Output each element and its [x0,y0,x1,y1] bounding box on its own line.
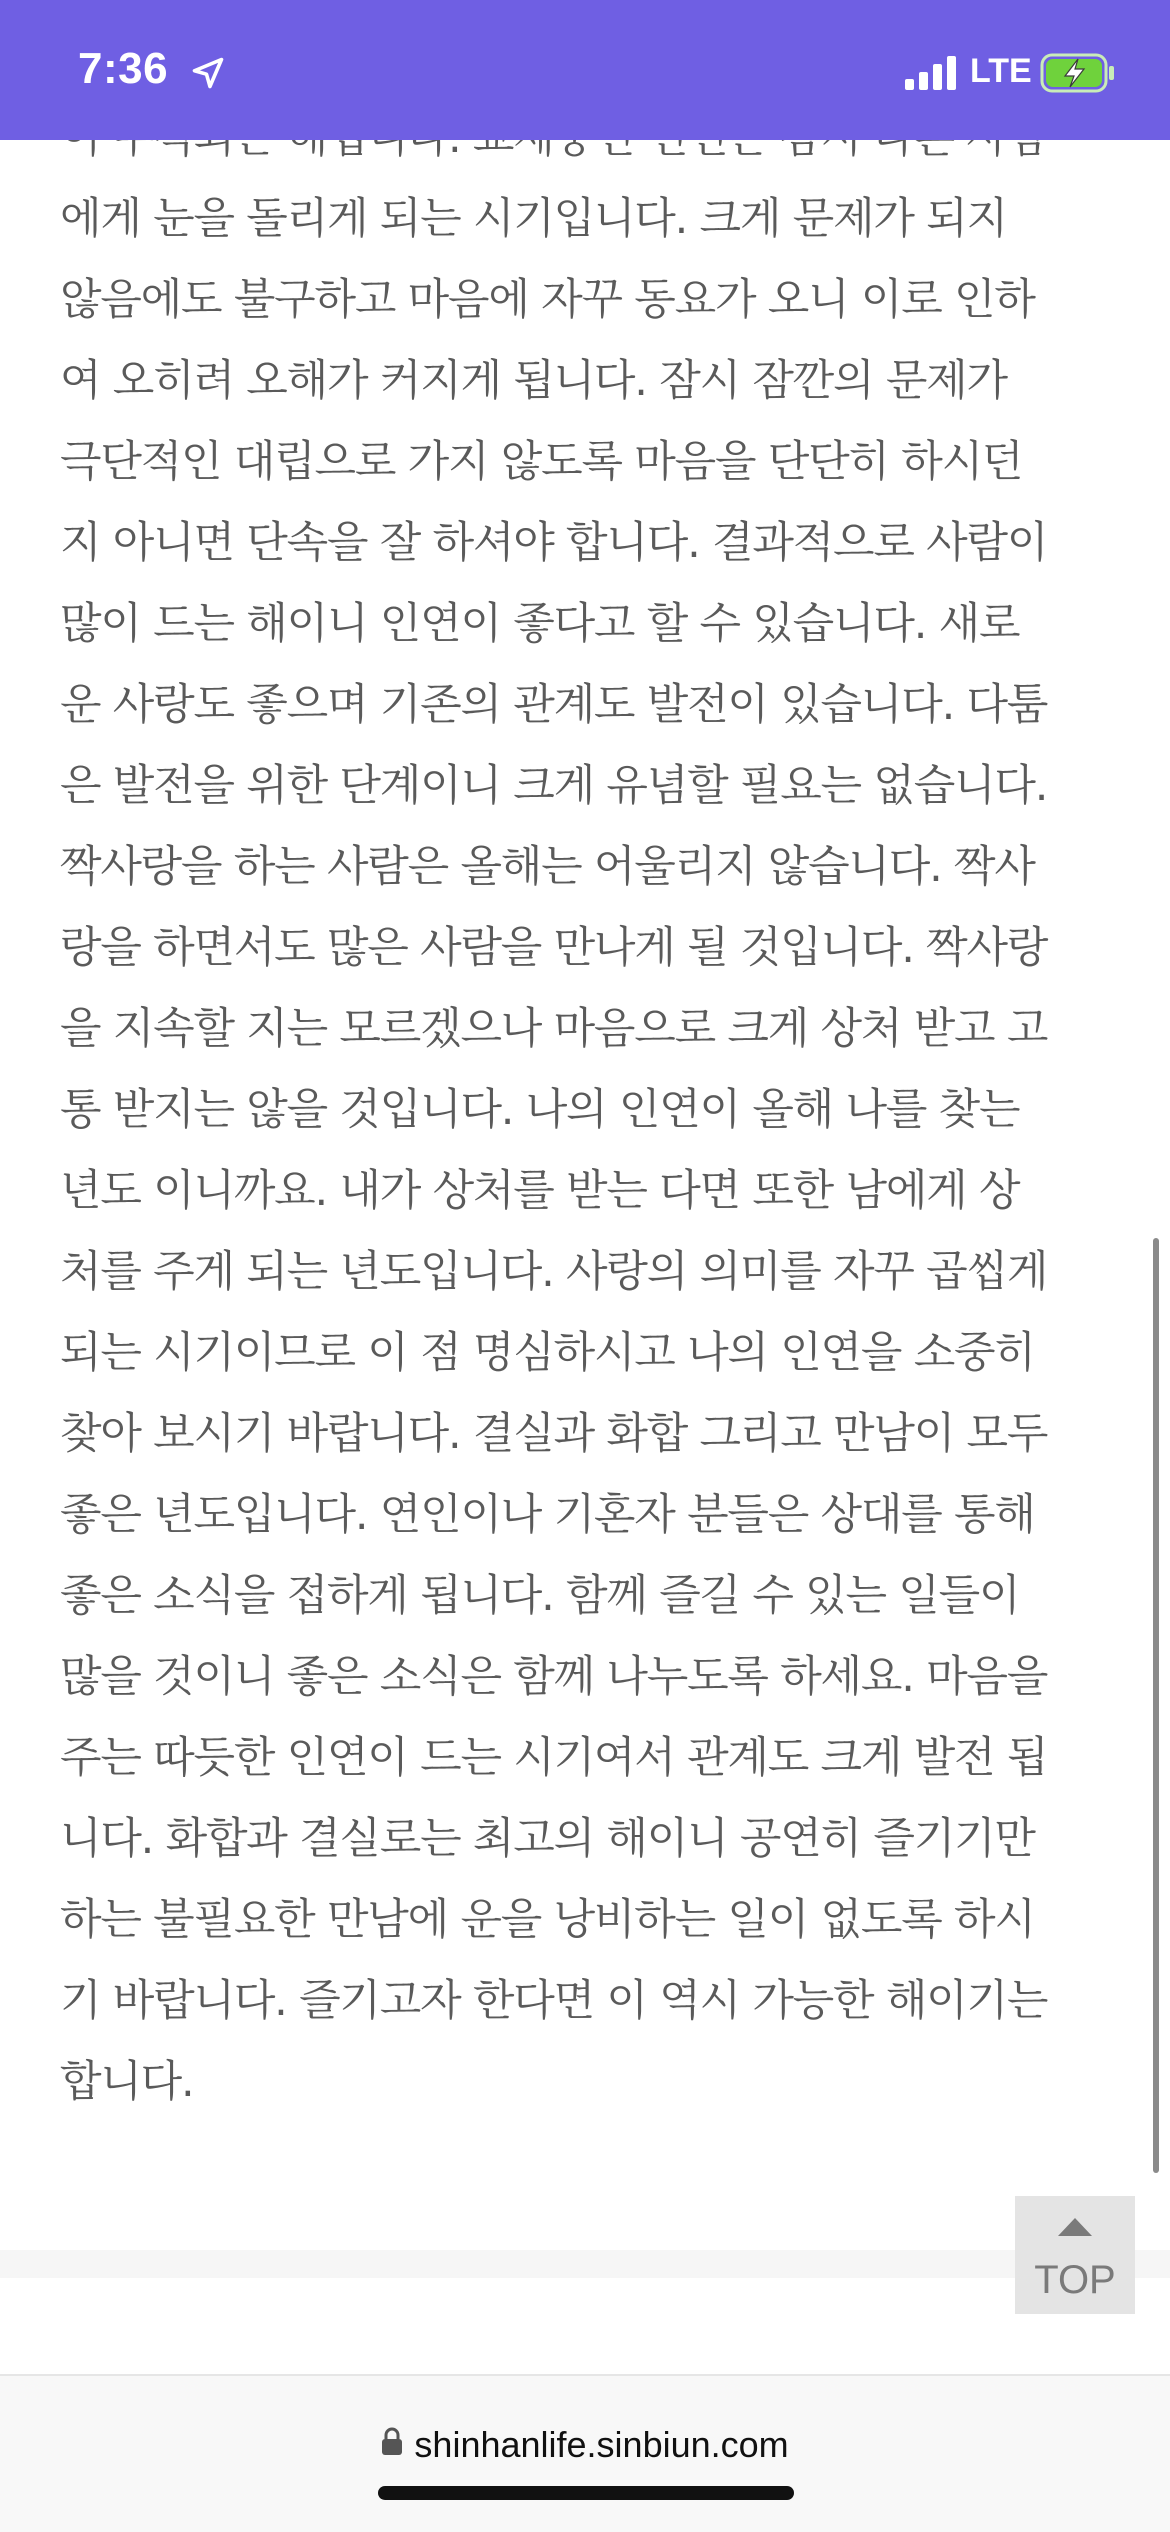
article-line: 에게 눈을 돌리게 되는 시기입니다. 크게 문제가 되지 [60,194,1007,244]
network-type: LTE [970,52,1032,90]
article-line: 기 바랍니다. 즐기고자 한다면 이 역시 가능한 해이기는 [60,1976,1048,2026]
article-line: 많을 것이니 좋은 소식은 함께 나누도록 하세요. 마음을 [60,1652,1048,1702]
article-line: 처를 주게 되는 년도입니다. 사랑의 의미를 자꾸 곱씹게 [60,1247,1048,1297]
article-line: 합니다. [60,2057,194,2107]
lock-icon [381,2426,403,2456]
footer-band [0,2250,1170,2278]
article-line: 되는 시기이므로 이 점 명심하시고 나의 인연을 소중히 [60,1328,1035,1378]
article-line: 은 발전을 위한 단계이니 크게 유념할 필요는 없습니다. [60,761,1048,811]
article-line: 랑을 하면서도 많은 사람을 만나게 될 것입니다. 짝사랑 [60,923,1048,973]
caret-up-icon [1056,2216,1094,2238]
article-line: 을 지속할 지는 모르겠으나 마음으로 크게 상처 받고 고 [60,1004,1048,1054]
battery-charging-icon [1040,53,1116,93]
article-body [60,98,1120,2123]
article-line: 지 아니면 단속을 잘 하셔야 합니다. 결과적으로 사람이 [60,518,1048,568]
article-line: 년도 이니까요. 내가 상처를 받는 다면 또한 남에게 상 [60,1166,1020,1216]
article-line: 짝사랑을 하는 사람은 올해는 어울리지 않습니다. 짝사 [60,842,1035,892]
article-line: 좋은 년도입니다. 연인이나 기혼자 분들은 상대를 통해 [60,1490,1035,1540]
article-line: 많이 드는 해이니 인연이 좋다고 할 수 있습니다. 새로 [60,599,1020,649]
status-bar [0,0,1170,140]
article-line: 좋은 소식을 접하게 됩니다. 함께 즐길 수 있는 일들이 [60,1571,1020,1621]
url-display[interactable] [0,2424,1170,2466]
browser-address-bar[interactable] [0,2374,1170,2532]
status-time: 7:36 [78,44,169,93]
url-text: shinhanlife.sinbiun.com [414,2424,789,2465]
article-line: 니다. 화합과 결실로는 최고의 해이니 공연히 즐기기만 [60,1814,1035,1864]
top-button-label: TOP [1034,2258,1116,2302]
article-line: 통 받지는 않을 것입니다. 나의 인연이 올해 나를 찾는 [60,1085,1020,1135]
article-line: 하는 불필요한 만남에 운을 낭비하는 일이 없도록 하시 [60,1895,1035,1945]
article-line: 운 사랑도 좋으며 기존의 관계도 발전이 있습니다. 다툼 [60,680,1048,730]
signal-bars-icon [905,56,957,90]
home-indicator[interactable] [378,2486,794,2500]
location-arrow-icon [190,55,226,91]
scrollbar[interactable] [1153,1238,1159,2173]
article-line: 여 오히려 오해가 커지게 됩니다. 잠시 잠깐의 문제가 [60,356,1007,406]
article-line: 극단적인 대립으로 가지 않도록 마음을 단단히 하시던 [60,437,1023,487]
scroll-to-top-button[interactable] [1015,2196,1135,2314]
article-line: 주는 따듯한 인연이 드는 시기여서 관계도 크게 발전 됩 [60,1733,1048,1783]
article-line: 않음에도 불구하고 마음에 자꾸 동요가 오니 이로 인하 [60,275,1035,325]
article-line: 찾아 보시기 바랍니다. 결실과 화합 그리고 만남이 모두 [60,1409,1048,1459]
